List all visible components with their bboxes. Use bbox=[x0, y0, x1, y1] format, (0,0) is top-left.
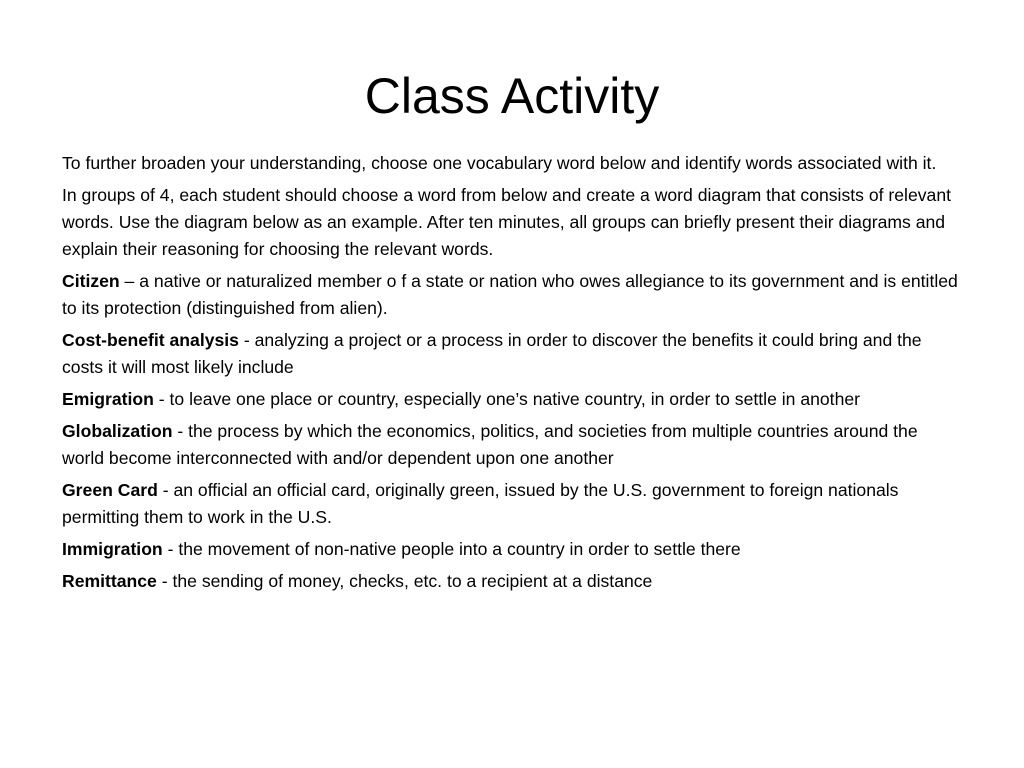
vocab-definition: - an official an official card, originally green, issued by the U.S. government to foreign nationals permitting them to work in the U.S. bbox=[62, 480, 899, 527]
vocab-term: Green Card bbox=[62, 480, 158, 500]
vocab-item-green-card bbox=[62, 477, 962, 531]
vocab-definition: - the process by which the economics, politics, and societies from multiple countries around the world become interconnected with and/or dependent upon one another bbox=[62, 421, 918, 468]
vocab-term: Citizen bbox=[62, 271, 120, 291]
vocab-definition: - analyzing a project or a process in order to discover the benefits it could bring and the costs it will most likely include bbox=[62, 330, 922, 377]
vocab-definition: – a native or naturalized member o f a state or nation who owes allegiance to its government and is entitled to its protection (distinguished from alien). bbox=[62, 271, 958, 318]
vocab-term: Cost-benefit analysis bbox=[62, 330, 239, 350]
vocab-term: Immigration bbox=[62, 539, 163, 559]
instructions-paragraph: In groups of 4, each student should choose a word from below and create a word diagram that consists of relevant words. Use the diagram below as an example. After ten minutes, all groups can briefly present their diagrams and explain their reasoning for choosing the relevant words. bbox=[62, 185, 951, 259]
vocab-item-cost-benefit-analysis bbox=[62, 327, 962, 381]
vocab-definition: - the sending of money, checks, etc. to a recipient at a distance bbox=[156, 571, 653, 591]
vocab-term: Globalization bbox=[62, 421, 173, 441]
slide-title: Class Activity bbox=[364, 68, 660, 124]
intro-paragraph: To further broaden your understanding, choose one vocabulary word below and identify words associated with it. bbox=[62, 153, 937, 173]
vocab-item-remittance bbox=[62, 568, 962, 595]
vocab-definition: - to leave one place or country, especially one’s native country, in order to settle in another bbox=[153, 389, 860, 409]
vocab-item-citizen bbox=[62, 268, 962, 322]
vocab-item-globalization bbox=[62, 418, 962, 472]
vocab-term: Emigration bbox=[62, 389, 154, 409]
vocab-term: Remittance bbox=[62, 571, 157, 591]
vocab-definition: - the movement of non-native people into a country in order to settle there bbox=[162, 539, 741, 559]
slide-body bbox=[62, 150, 962, 600]
vocab-item-immigration bbox=[62, 536, 962, 563]
vocab-item-emigration bbox=[62, 386, 962, 413]
